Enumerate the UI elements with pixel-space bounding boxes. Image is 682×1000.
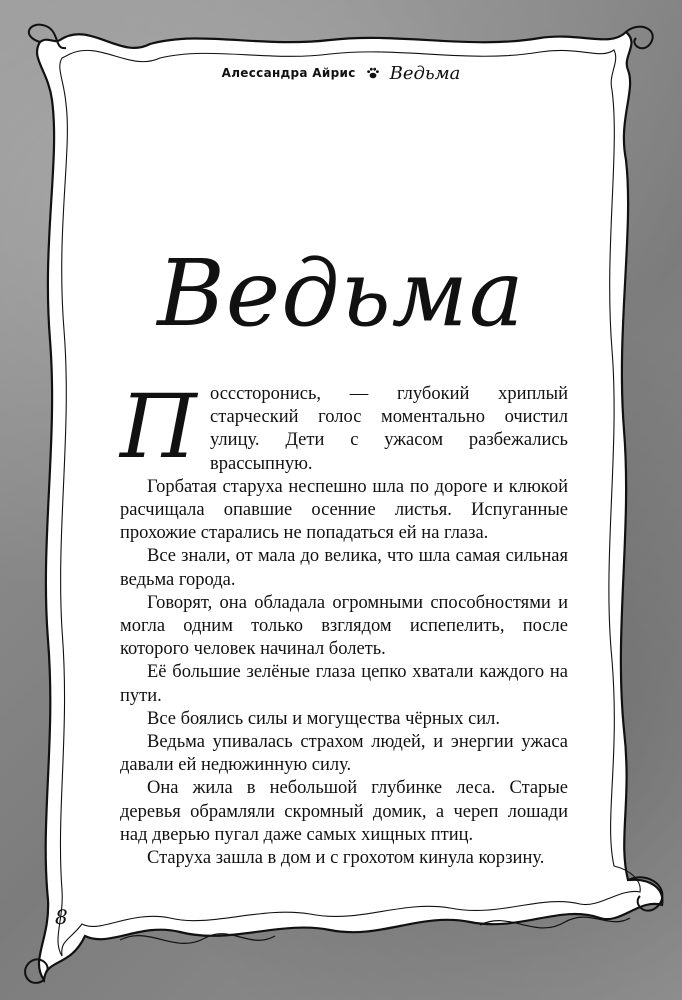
drop-cap: П: [120, 375, 197, 478]
paragraph: Старуха зашла в дом и с грохотом кинула корзину.: [147, 848, 545, 869]
running-header: [0, 60, 682, 86]
header-book-title: Ведьма: [389, 62, 461, 84]
paragraph: Все боялись силы и могущества чёрных сил.: [147, 708, 501, 729]
paragraph: Её большие зелёные глаза цепко хватали каждого на пути.: [120, 662, 568, 706]
paragraph: Горбатая старуха неспешно шла по дороге и клюкой расчищала опавшие осенние листья. Испуганные прохожие старались не попадаться ей на глаза.: [120, 476, 568, 544]
paragraph: Она жила в небольшой глубинке леса. Старые деревья обрамляли скромный домик, а череп лошади над дверью пугал даже самых хищных птиц.: [120, 778, 568, 845]
paw-print-icon: [366, 66, 380, 80]
paragraph: Все знали, от мала до велика, что шла самая сильная ведьма города.: [120, 546, 568, 590]
paragraph: осссторонись, — глубокий хриплый старческий голос моментально очистил улицу. Дети с ужасом разбежались врассыпную.: [210, 384, 568, 474]
paragraph: Ведьма упивалась страхом людей, и энергии ужаса давали ей недюжинную силу.: [120, 732, 568, 776]
header-author: Алессандра Айрис: [221, 66, 356, 80]
page-number: 8: [55, 905, 68, 929]
chapter-body: [120, 375, 568, 870]
paragraph: Говорят, она обладала огромными способностями и могла одним только взглядом испепелить, после которого человек начинал болеть.: [120, 592, 568, 660]
chapter-title: Ведьма: [157, 240, 525, 347]
